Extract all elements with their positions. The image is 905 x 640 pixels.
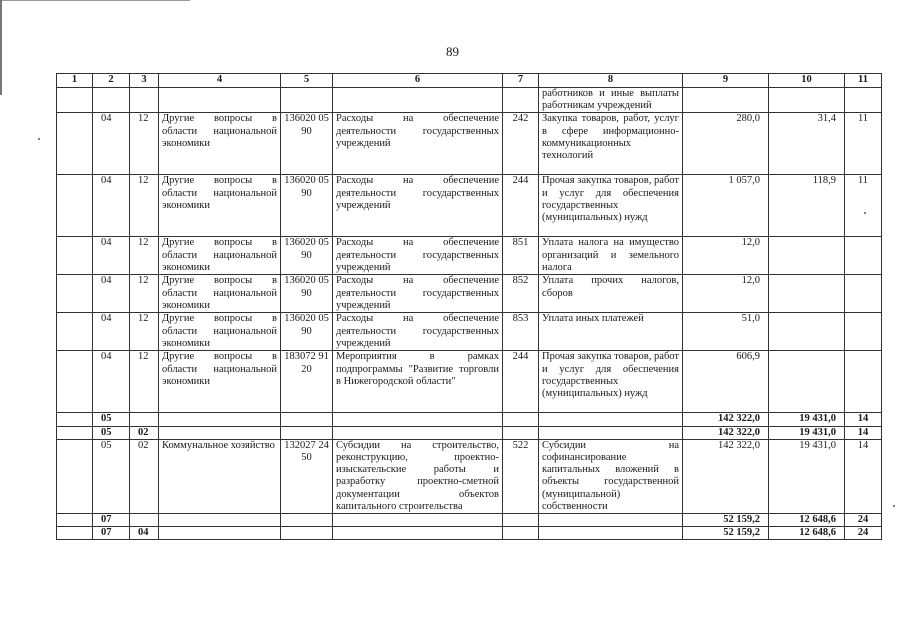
- cell-expense-name: [539, 527, 683, 540]
- cell-expense-name: Уплата налога на имущество организаций и земельного налога: [539, 237, 683, 275]
- cell-subsection-name: Другие вопросы в области национальной экономики: [159, 313, 281, 351]
- header-cell: 1: [57, 74, 93, 88]
- cell-plan: 142 322,0: [683, 413, 769, 426]
- header-cell: 7: [503, 74, 539, 88]
- header-cell: 5: [281, 74, 333, 88]
- cell-col1: [57, 275, 93, 313]
- cell-target-name: Мероприятия в рамках подпрограммы "Развитие торговли в Нижегородской области": [333, 351, 503, 413]
- cell-section: 05: [93, 413, 130, 426]
- cell-actual: [769, 275, 845, 313]
- cell-section: 07: [93, 527, 130, 540]
- cell-subsection-name: [159, 413, 281, 426]
- cell-expense-name: [539, 514, 683, 527]
- cell-section: 05: [93, 439, 130, 513]
- cell-col1: [57, 237, 93, 275]
- cell-section: 04: [93, 351, 130, 413]
- cell-subsection-name: Коммунальное хозяйство: [159, 439, 281, 513]
- cell-target-name: Расходы на обеспечение деятельности государственных учреждений: [333, 113, 503, 175]
- cell-target-name: Расходы на обеспечение деятельности государственных учреждений: [333, 175, 503, 237]
- cell-plan: 12,0: [683, 237, 769, 275]
- cell-subsection: 12: [130, 237, 159, 275]
- cell-actual: [769, 237, 845, 275]
- cell-col1: [57, 88, 93, 113]
- cell-subsection-name: Другие вопросы в области национальной экономики: [159, 175, 281, 237]
- cell-percent: [845, 237, 882, 275]
- cell-expense-name: Субсидии на софинансирование капитальных вложений в объекты государственной (муниципальной) собственности: [539, 439, 683, 513]
- header-cell: 10: [769, 74, 845, 88]
- cell-expense-type: [503, 527, 539, 540]
- cell-target-code: 136020 0590: [281, 275, 333, 313]
- cell-target-name: [333, 413, 503, 426]
- cell-percent: [845, 313, 882, 351]
- cell-percent: 14: [845, 413, 882, 426]
- cell-expense-name: [539, 413, 683, 426]
- cell-actual: 118,9: [769, 175, 845, 237]
- cell-actual: [769, 313, 845, 351]
- cell-plan: 51,0: [683, 313, 769, 351]
- cell-section: 04: [93, 313, 130, 351]
- cell-target-name: Субсидии на строительство, реконструкцию, проектно-изыскательские работы и разработку проектно-сметной документации объектов капитального строительства: [333, 439, 503, 513]
- table-row: [57, 313, 882, 351]
- cell-subsection-name: Другие вопросы в области национальной экономики: [159, 275, 281, 313]
- cell-plan: 280,0: [683, 113, 769, 175]
- cell-subsection: 04: [130, 527, 159, 540]
- header-cell: 11: [845, 74, 882, 88]
- cell-expense-type: [503, 426, 539, 439]
- cell-col1: [57, 514, 93, 527]
- cell-target-code: [281, 413, 333, 426]
- cell-expense-type: [503, 514, 539, 527]
- cell-percent: 14: [845, 439, 882, 513]
- budget-table: [56, 73, 882, 540]
- cell-subsection-name: [159, 426, 281, 439]
- cell-subsection-name: [159, 527, 281, 540]
- cell-plan: 142 322,0: [683, 439, 769, 513]
- cell-expense-type: [503, 88, 539, 113]
- cell-actual: 19 431,0: [769, 413, 845, 426]
- cell-expense-name: работников и иные выплаты работникам учреждений: [539, 88, 683, 113]
- cell-expense-type: 522: [503, 439, 539, 513]
- cell-section: 04: [93, 237, 130, 275]
- cell-target-code: 136020 0590: [281, 113, 333, 175]
- cell-target-code: 136020 0590: [281, 237, 333, 275]
- cell-subsection-name: Другие вопросы в области национальной экономики: [159, 237, 281, 275]
- cell-col1: [57, 413, 93, 426]
- cell-col1: [57, 113, 93, 175]
- cell-target-code: 183072 9120: [281, 351, 333, 413]
- cell-subsection-name: [159, 88, 281, 113]
- cell-target-name: [333, 88, 503, 113]
- cell-subsection: [130, 88, 159, 113]
- cell-plan: 606,9: [683, 351, 769, 413]
- header-cell: 3: [130, 74, 159, 88]
- cell-subsection-name: Другие вопросы в области национальной экономики: [159, 351, 281, 413]
- cell-target-name: [333, 514, 503, 527]
- table-row: [57, 175, 882, 237]
- cell-target-code: 132027 2450: [281, 439, 333, 513]
- cell-subsection: 12: [130, 113, 159, 175]
- cell-actual: [769, 88, 845, 113]
- cell-section: 07: [93, 514, 130, 527]
- cell-section: [93, 88, 130, 113]
- cell-subsection: 12: [130, 313, 159, 351]
- cell-actual: 19 431,0: [769, 426, 845, 439]
- cell-actual: 12 648,6: [769, 514, 845, 527]
- table-row-total: [57, 527, 882, 540]
- cell-percent: 14: [845, 426, 882, 439]
- cell-target-name: [333, 527, 503, 540]
- cell-subsection: 02: [130, 426, 159, 439]
- table-row: [57, 237, 882, 275]
- cell-subsection: 12: [130, 351, 159, 413]
- cell-target-code: [281, 88, 333, 113]
- cell-expense-name: Уплата иных платежей: [539, 313, 683, 351]
- cell-actual: 19 431,0: [769, 439, 845, 513]
- scan-speck: [38, 138, 40, 140]
- cell-expense-type: 244: [503, 175, 539, 237]
- cell-col1: [57, 313, 93, 351]
- cell-subsection: 12: [130, 175, 159, 237]
- cell-plan: 52 159,2: [683, 514, 769, 527]
- table-row: [57, 88, 882, 113]
- table-row-total: [57, 514, 882, 527]
- cell-expense-name: [539, 426, 683, 439]
- cell-target-name: Расходы на обеспечение деятельности государственных учреждений: [333, 313, 503, 351]
- cell-percent: 11: [845, 175, 882, 237]
- cell-plan: 142 322,0: [683, 426, 769, 439]
- cell-plan: [683, 88, 769, 113]
- cell-expense-type: 242: [503, 113, 539, 175]
- cell-col1: [57, 527, 93, 540]
- header-cell: 4: [159, 74, 281, 88]
- cell-target-name: Расходы на обеспечение деятельности государственных учреждений: [333, 237, 503, 275]
- cell-target-name: Расходы на обеспечение деятельности государственных учреждений: [333, 275, 503, 313]
- cell-expense-name: Прочая закупка товаров, работ и услуг для обеспечения государственных (муниципальных) нужд: [539, 175, 683, 237]
- cell-target-code: 136020 0590: [281, 313, 333, 351]
- header-cell: 6: [333, 74, 503, 88]
- cell-percent: 24: [845, 514, 882, 527]
- cell-target-code: [281, 426, 333, 439]
- cell-subsection: [130, 514, 159, 527]
- scan-speck: [893, 505, 895, 507]
- cell-expense-name: Уплата прочих налогов, сборов: [539, 275, 683, 313]
- table-row-total: [57, 413, 882, 426]
- cell-subsection: 12: [130, 275, 159, 313]
- cell-expense-type: 851: [503, 237, 539, 275]
- cell-section: 04: [93, 275, 130, 313]
- scan-edge-mark: [0, 0, 190, 1]
- cell-plan: 52 159,2: [683, 527, 769, 540]
- cell-section: 04: [93, 175, 130, 237]
- cell-expense-type: 853: [503, 313, 539, 351]
- cell-col1: [57, 426, 93, 439]
- cell-subsection-name: [159, 514, 281, 527]
- table-row-total: [57, 426, 882, 439]
- cell-expense-type: 852: [503, 275, 539, 313]
- table-row: [57, 113, 882, 175]
- cell-plan: 1 057,0: [683, 175, 769, 237]
- header-cell: 8: [539, 74, 683, 88]
- cell-percent: [845, 351, 882, 413]
- header-cell: 2: [93, 74, 130, 88]
- cell-plan: 12,0: [683, 275, 769, 313]
- cell-expense-type: [503, 413, 539, 426]
- cell-col1: [57, 439, 93, 513]
- cell-percent: 11: [845, 113, 882, 175]
- cell-target-name: [333, 426, 503, 439]
- cell-col1: [57, 175, 93, 237]
- page-number: 89: [446, 44, 459, 59]
- cell-subsection-name: Другие вопросы в области национальной экономики: [159, 113, 281, 175]
- table-row: [57, 439, 882, 513]
- cell-percent: [845, 275, 882, 313]
- cell-target-code: [281, 514, 333, 527]
- cell-target-code: [281, 527, 333, 540]
- cell-expense-name: Закупка товаров, работ, услуг в сфере информационно-коммуникационных технологий: [539, 113, 683, 175]
- cell-subsection: 02: [130, 439, 159, 513]
- cell-actual: 12 648,6: [769, 527, 845, 540]
- cell-percent: 24: [845, 527, 882, 540]
- table-row: [57, 275, 882, 313]
- cell-section: 04: [93, 113, 130, 175]
- cell-subsection: [130, 413, 159, 426]
- cell-expense-type: 244: [503, 351, 539, 413]
- table-header-row: [57, 74, 882, 88]
- table-row: [57, 351, 882, 413]
- cell-expense-name: Прочая закупка товаров, работ и услуг для обеспечения государственных (муниципальных) нужд: [539, 351, 683, 413]
- cell-section: 05: [93, 426, 130, 439]
- cell-actual: 31,4: [769, 113, 845, 175]
- cell-percent: [845, 88, 882, 113]
- cell-actual: [769, 351, 845, 413]
- cell-target-code: 136020 0590: [281, 175, 333, 237]
- header-cell: 9: [683, 74, 769, 88]
- cell-col1: [57, 351, 93, 413]
